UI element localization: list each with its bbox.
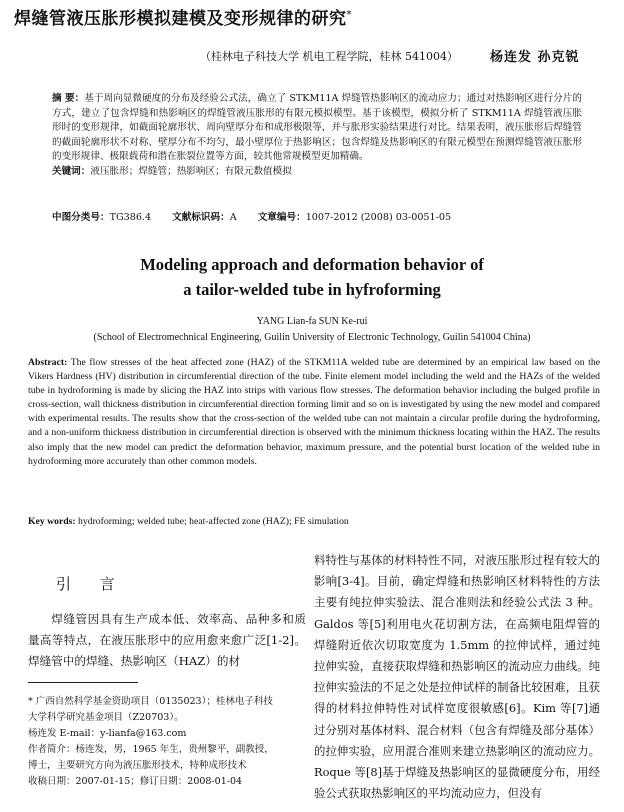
title-footnote-mark: * — [346, 9, 352, 21]
right-paragraph: 料特性与基体的材料特性不同，对液压胀形过程有较大的影响[3-4]。目前，确定焊缝和热影响区材料特性的方法主要有纯拉伸实验法、混合准则法和经验公式法 3 种。Galdos 等[5]利用电火花切割方法，在高频电阻焊管的焊缝附近依次切取宽度为 1.5mm 的拉伸试样，通过纯拉伸实验，直接获取焊缝和热影响区的流动应力曲线。纯拉伸实验法的不足之处是拉伸试样的制备比较困难，且获得的材料拉伸特性对试样宽度很敏感[6]。Kim 等[7]通过分别对基体材料、混合材料（包含有焊缝及部分基体）的拉伸实验，应用混合准则来建立热影响区的流动应力。Roque 等[8]基于焊缝及热影响区的显微硬度分布，用经验公式获取热影响区的平均流动应力，但没有 — [314, 553, 600, 801]
chinese-authors: 杨连发 孙克锐 — [490, 50, 580, 65]
chinese-abstract-label: 摘 要： — [52, 93, 85, 104]
english-abstract-label: Abstract: — [28, 357, 68, 368]
footnote-rule — [28, 682, 138, 683]
left-paragraph: 焊缝管因具有生产成本低、效率高、品种多和质量高等特点，在液压胀形中的应用愈来愈广泛[1-2]。焊缝管中的焊缝、热影响区（HAZ）的材 — [28, 612, 306, 668]
english-title-line-2: a tailor-welded tube in hyfroforming — [183, 280, 441, 299]
right-column-body — [314, 550, 600, 804]
article-number: 1007-2012 (2008) 03-0051-05 — [305, 212, 452, 223]
footnote-line: 博士，主要研究方向为液压胀形技术，特种成形技术 — [28, 760, 247, 771]
document-code: A — [229, 212, 237, 223]
english-abstract-text: The flow stresses of the heat affected zone (HAZ) of the STKM11A welded tube are determined by an empirical law based on the Vikers Hardness (HV) distribution in circumferential direction of the tube. Finite element model including the weld and the HAZs of the welded tube in hydroforming is made by slicing the HAZ into strips with various flow stresses. The deformation behavior including the bulged profile in cross-section, wall thickness distribution in circumferential direction forming limit and so on is investigated by using the new model and compared with experimental results. The results show that the cross-section of the welded tube can not maintain a circular profile during the hydroforming, and a non-uniform thickness distribution in circumferential direction is observed with the minimum thickness locating within the HAZ. The results also imply that the new model can predict the deformation behavior, maximum pressure, and the potential burst location of the welded tube in hydroforming more accurately than other common models. — [28, 357, 600, 467]
footnote-line: 收稿日期：2007-01-15；修订日期：2008-01-04 — [28, 776, 243, 787]
left-column-body — [28, 609, 306, 672]
chinese-title: 焊缝管液压胀形模拟建模及变形规律的研究* — [14, 9, 352, 29]
footnote-line: 作者简介：杨连发，男，1965 年生，贵州黎平，副教授， — [28, 744, 274, 755]
english-abstract — [28, 356, 600, 469]
clc-number: TG386.4 — [109, 212, 152, 223]
chinese-keywords-label: 关键词： — [52, 165, 91, 177]
english-affiliation: (School of Electromechnical Engineering, Guilin University of Electronic Technology, Guilin 541004 China) — [93, 332, 531, 343]
chinese-abstract — [52, 92, 582, 180]
english-title-line-1: Modeling approach and deformation behavior of — [140, 255, 484, 274]
footnote-block — [28, 694, 306, 790]
footnote-line: * 广西自然科学基金资助项目（0135023）；桂林电子科技 — [28, 696, 273, 707]
chinese-abstract-text: 基于周向显微硬度的分布及经验公式法，确立了 STKM11A 焊缝管热影响区的流动应力；通过对热影响区进行分片的方式，建立了包含焊缝和热影响区的焊缝管液压胀形的有限元模拟模型。基于该模型，模拟分析了 STKM11A 焊缝管液压胀形时的变形规律，如截面轮廓形状、周向壁厚分布和成形极限等，并与胀形实验结果进行对比。结果表明，液压胀形后焊缝管的截面轮廓形状不对称、壁厚分布不均匀，最小壁厚位于热影响区；包含焊缝及热影响区的有限元模型在预测焊缝管液压胀形的变形规律、极限载荷和潜在胀裂位置等方面，较其他常规模型更加精确。 — [52, 93, 582, 163]
footnote-line: 大学科学研究基金项目（Z20703）。 — [28, 712, 184, 723]
english-authors: YANG Lian-fa SUN Ke-rui — [256, 316, 368, 327]
footnote-line: 杨连发 E-mail：y-lianfa@163.com — [28, 728, 187, 739]
section-heading-introduction: 引 言 — [56, 575, 127, 593]
chinese-keywords: 液压胀形；焊缝管；热影响区；有限元数值模拟 — [90, 165, 292, 177]
chinese-affiliation: （桂林电子科技大学 机电工程学院，桂林 541004） — [200, 50, 458, 63]
english-keywords: Key words: hydroforming; welded tube; heat-affected zone (HAZ); FE simulation — [28, 516, 349, 527]
classification-line: 中图分类号：TG386.4 文献标识码：A 文章编号：1007-2012 (2008) 03-0051-05 — [52, 212, 452, 223]
